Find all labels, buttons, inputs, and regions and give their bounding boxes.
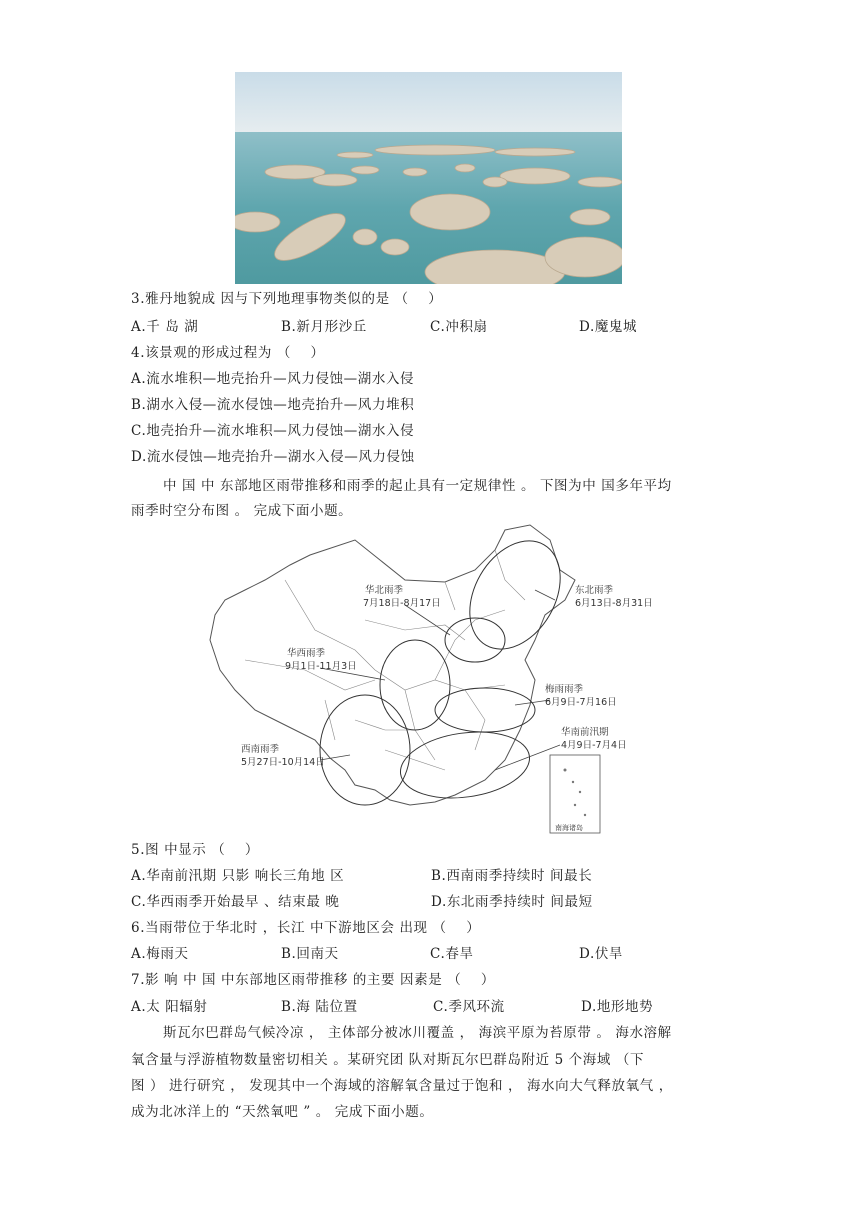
svalbard-intro-line-2: 氧含量与浮游植物数量密切相关 。某研究团 队对斯瓦尔巴群岛附近 5 个海域 （下 bbox=[131, 1052, 645, 1068]
yardang-lake-photo bbox=[235, 72, 622, 284]
question-4-stem: 4.该景观的形成过程为 （ ） bbox=[131, 345, 325, 361]
dongbei-dates: 6月13日-8月31日 bbox=[575, 598, 653, 609]
xinan-label: 西南雨季 bbox=[241, 744, 280, 755]
q3-option-a[interactable]: A.千 岛 湖 bbox=[131, 319, 199, 335]
meiyu-label: 梅雨雨季 bbox=[545, 684, 584, 695]
xinan-dates: 5月27日-10月14日 bbox=[241, 757, 325, 768]
q3-option-c[interactable]: C.冲积扇 bbox=[430, 319, 488, 335]
huanan-dates: 4月9日-7月4日 bbox=[561, 740, 627, 751]
dongbei-label: 东北雨季 bbox=[575, 585, 614, 596]
q3-option-d[interactable]: D.魔鬼城 bbox=[579, 319, 638, 335]
question-7-stem: 7.影 响 中 国 中东部地区雨带推移 的主要 因素是 （ ） bbox=[131, 972, 495, 988]
q4-option-c[interactable]: C.地壳抬升—流水堆积—风力侵蚀—湖水入侵 bbox=[131, 423, 415, 439]
q4-option-d[interactable]: D.流水侵蚀—地壳抬升—湖水入侵—风力侵蚀 bbox=[131, 449, 415, 465]
q6-option-a[interactable]: A.梅雨天 bbox=[131, 946, 189, 962]
inset-label: 南海诸岛 bbox=[555, 824, 583, 832]
q5-option-a[interactable]: A.华南前汛期 只影 响长三角地 区 bbox=[131, 868, 345, 884]
question-5-stem: 5.图 中显示 （ ） bbox=[131, 842, 260, 858]
q3-option-b[interactable]: B.新月形沙丘 bbox=[281, 319, 367, 335]
meiyu-dates: 6月9日-7月16日 bbox=[545, 697, 617, 708]
q5-option-d[interactable]: D.东北雨季持续时 间最短 bbox=[431, 894, 593, 910]
svalbard-intro-line-4: 成为北冰洋上的 “天然氧吧 ” 。 完成下面小题。 bbox=[131, 1104, 434, 1120]
question-6-stem: 6.当雨带位于华北时 ，长江 中下游地区会 出现 （ ） bbox=[131, 920, 481, 936]
q6-option-c[interactable]: C.春旱 bbox=[430, 946, 474, 962]
rain-intro-line-2: 雨季时空分布图 。 完成下面小题。 bbox=[131, 503, 353, 519]
rain-intro-line-1: 中 国 中 东部地区雨带推移和雨季的起止具有一定规律性 。 下图为中 国多年平均 bbox=[163, 478, 672, 494]
huabei-label: 华北雨季 bbox=[365, 585, 404, 596]
svalbard-intro-line-1: 斯瓦尔巴群岛气候冷凉 ， 主体部分被冰川覆盖 ， 海滨平原为苔原带 。 海水溶解 bbox=[163, 1025, 672, 1041]
huabei-dates: 7月18日-8月17日 bbox=[363, 598, 441, 609]
q4-option-a[interactable]: A.流水堆积—地壳抬升—风力侵蚀—湖水入侵 bbox=[131, 371, 415, 387]
q6-option-d[interactable]: D.伏旱 bbox=[579, 946, 624, 962]
svalbard-intro-line-3: 图 ） 进行研究 ， 发现其中一个海域的溶解氧含量过于饱和 ， 海水向大气释放氧气 ， bbox=[131, 1078, 673, 1094]
q7-option-a[interactable]: A.太 阳辐射 bbox=[131, 999, 208, 1015]
q5-option-c[interactable]: C.华西雨季开始最早 、结束最 晚 bbox=[131, 894, 340, 910]
q7-option-b[interactable]: B.海 陆位置 bbox=[281, 999, 358, 1015]
q4-option-b[interactable]: B.湖水入侵—流水侵蚀—地壳抬升—风力堆积 bbox=[131, 397, 415, 413]
q6-option-b[interactable]: B.回南天 bbox=[281, 946, 339, 962]
q5-option-b[interactable]: B.西南雨季持续时 间最长 bbox=[431, 868, 593, 884]
huanan-label: 华南前汛期 bbox=[561, 727, 609, 738]
huaxi-dates: 9月1日-11月3日 bbox=[285, 661, 357, 672]
q7-option-d[interactable]: D.地形地势 bbox=[581, 999, 654, 1015]
question-3-stem: 3.雅丹地貌成 因与下列地理事物类似的是 （ ） bbox=[131, 291, 443, 307]
china-rainy-season-map bbox=[205, 520, 660, 838]
huaxi-label: 华西雨季 bbox=[287, 648, 326, 659]
q7-option-c[interactable]: C.季风环流 bbox=[433, 999, 505, 1015]
